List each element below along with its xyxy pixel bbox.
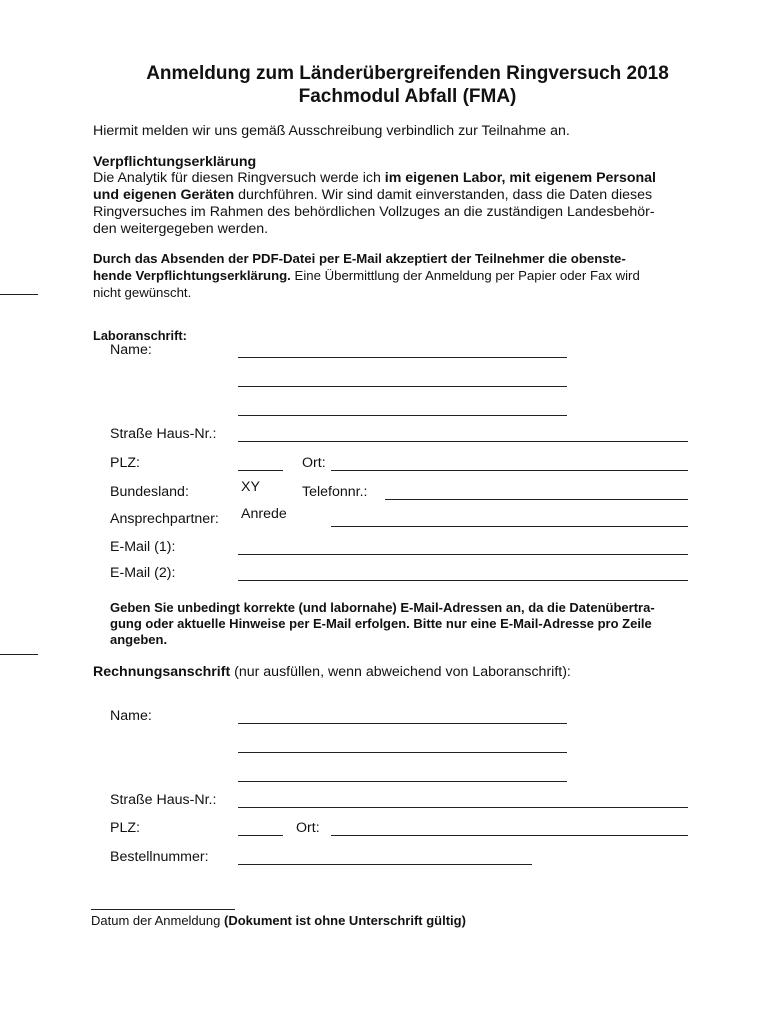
signature-note: (Dokument ist ohne Unterschrift gültig): [223, 913, 466, 928]
lab-street-field[interactable]: [238, 422, 688, 442]
billing-street-field[interactable]: [238, 788, 688, 808]
billing-order-field[interactable]: [238, 845, 532, 865]
lab-name-label: Name:: [110, 342, 152, 358]
billing-heading-note: (nur ausfüllen, wenn abweichend von Laboranschrift):: [230, 664, 571, 680]
lab-state-label: Bundesland:: [110, 484, 189, 500]
billing-zip-field[interactable]: [238, 816, 283, 836]
billing-name-field-3[interactable]: [238, 762, 567, 782]
lab-address-heading: Laboranschrift:: [93, 328, 187, 343]
fold-mark: [0, 294, 38, 295]
acceptance-line-1: Durch das Absenden der PDF-Datei per E-Mail akzeptiert der Teilnehmer die obenste-: [93, 251, 626, 266]
billing-heading-title: Rechnungsanschrift: [93, 664, 231, 680]
billing-name-field-1[interactable]: [238, 704, 567, 724]
lab-salutation-select[interactable]: Anrede: [241, 506, 287, 522]
billing-street-label: Straße Haus-Nr.:: [110, 792, 217, 808]
billing-order-label: Bestellnummer:: [110, 849, 209, 865]
page-title: Anmeldung zum Länderübergreifenden Ringversuch 2018: [146, 63, 669, 84]
page-subtitle: Fachmodul Abfall (FMA): [298, 86, 517, 107]
declaration-line-3: Ringversuches im Rahmen des behördlichen Vollzuges an die zuständigen Landesbehör-: [93, 204, 655, 220]
declaration-line-4: den weitergegeben werden.: [93, 221, 269, 237]
email-note-line-2: gung oder aktuelle Hinweise per E-Mail erfolgen. Bitte nur eine E-Mail-Adresse pro Zeile: [110, 616, 652, 631]
declaration-line-1: [93, 170, 656, 187]
billing-name-field-2[interactable]: [238, 733, 567, 753]
declaration-heading: Verpflichtungserklärung: [93, 154, 257, 170]
lab-street-label: Straße Haus-Nr.:: [110, 426, 217, 442]
fold-mark: [0, 654, 38, 655]
email-note-line-3: angeben.: [110, 632, 168, 647]
billing-heading: [93, 664, 571, 681]
declaration-emphasis: und eigenen Geräten: [93, 187, 235, 203]
billing-name-label: Name:: [110, 708, 152, 724]
billing-zip-label: PLZ:: [110, 820, 140, 836]
billing-city-label: Ort:: [296, 820, 320, 836]
lab-phone-field[interactable]: [385, 480, 688, 500]
lab-contact-label: Ansprechpartner:: [110, 511, 219, 527]
intro-text: Hiermit melden wir uns gemäß Ausschreibung verbindlich zur Teilnahme an.: [93, 123, 570, 139]
lab-name-field-3[interactable]: [238, 396, 567, 416]
date-field[interactable]: [91, 890, 235, 910]
email-note-line-1: Geben Sie unbedingt korrekte (und labornahe) E-Mail-Adressen an, da die Datenübertra-: [110, 600, 655, 615]
lab-contact-field[interactable]: [331, 507, 688, 527]
declaration-line-2: [93, 187, 652, 204]
date-label: Datum der Anmeldung: [91, 913, 221, 928]
declaration-emphasis: im eigenen Labor, mit eigenem Personal: [384, 170, 656, 186]
lab-city-field[interactable]: [331, 451, 688, 471]
lab-zip-field[interactable]: [238, 451, 283, 471]
lab-city-label: Ort:: [302, 455, 326, 471]
lab-email2-label: E-Mail (2):: [110, 565, 176, 581]
billing-city-field[interactable]: [331, 816, 688, 836]
lab-email1-label: E-Mail (1):: [110, 539, 176, 555]
lab-email2-field[interactable]: [238, 561, 688, 581]
lab-zip-label: PLZ:: [110, 455, 140, 471]
declaration-text: Die Analytik für diesen Ringversuch werde ich: [93, 170, 385, 186]
lab-name-field-1[interactable]: [238, 338, 567, 358]
acceptance-text: Eine Übermittlung der Anmeldung per Papier oder Fax wird: [290, 268, 640, 283]
lab-email1-field[interactable]: [238, 535, 688, 555]
acceptance-line-3: nicht gewünscht.: [93, 285, 192, 300]
lab-name-field-2[interactable]: [238, 367, 567, 387]
acceptance-emphasis: hende Verpflichtungserklärung.: [93, 268, 291, 283]
date-caption: [91, 913, 466, 929]
acceptance-line-2: [93, 268, 640, 284]
declaration-text: durchführen. Wir sind damit einverstanden, dass die Daten dieses: [234, 187, 653, 203]
lab-state-select[interactable]: XY: [241, 479, 260, 495]
lab-phone-label: Telefonnr.:: [302, 484, 368, 500]
